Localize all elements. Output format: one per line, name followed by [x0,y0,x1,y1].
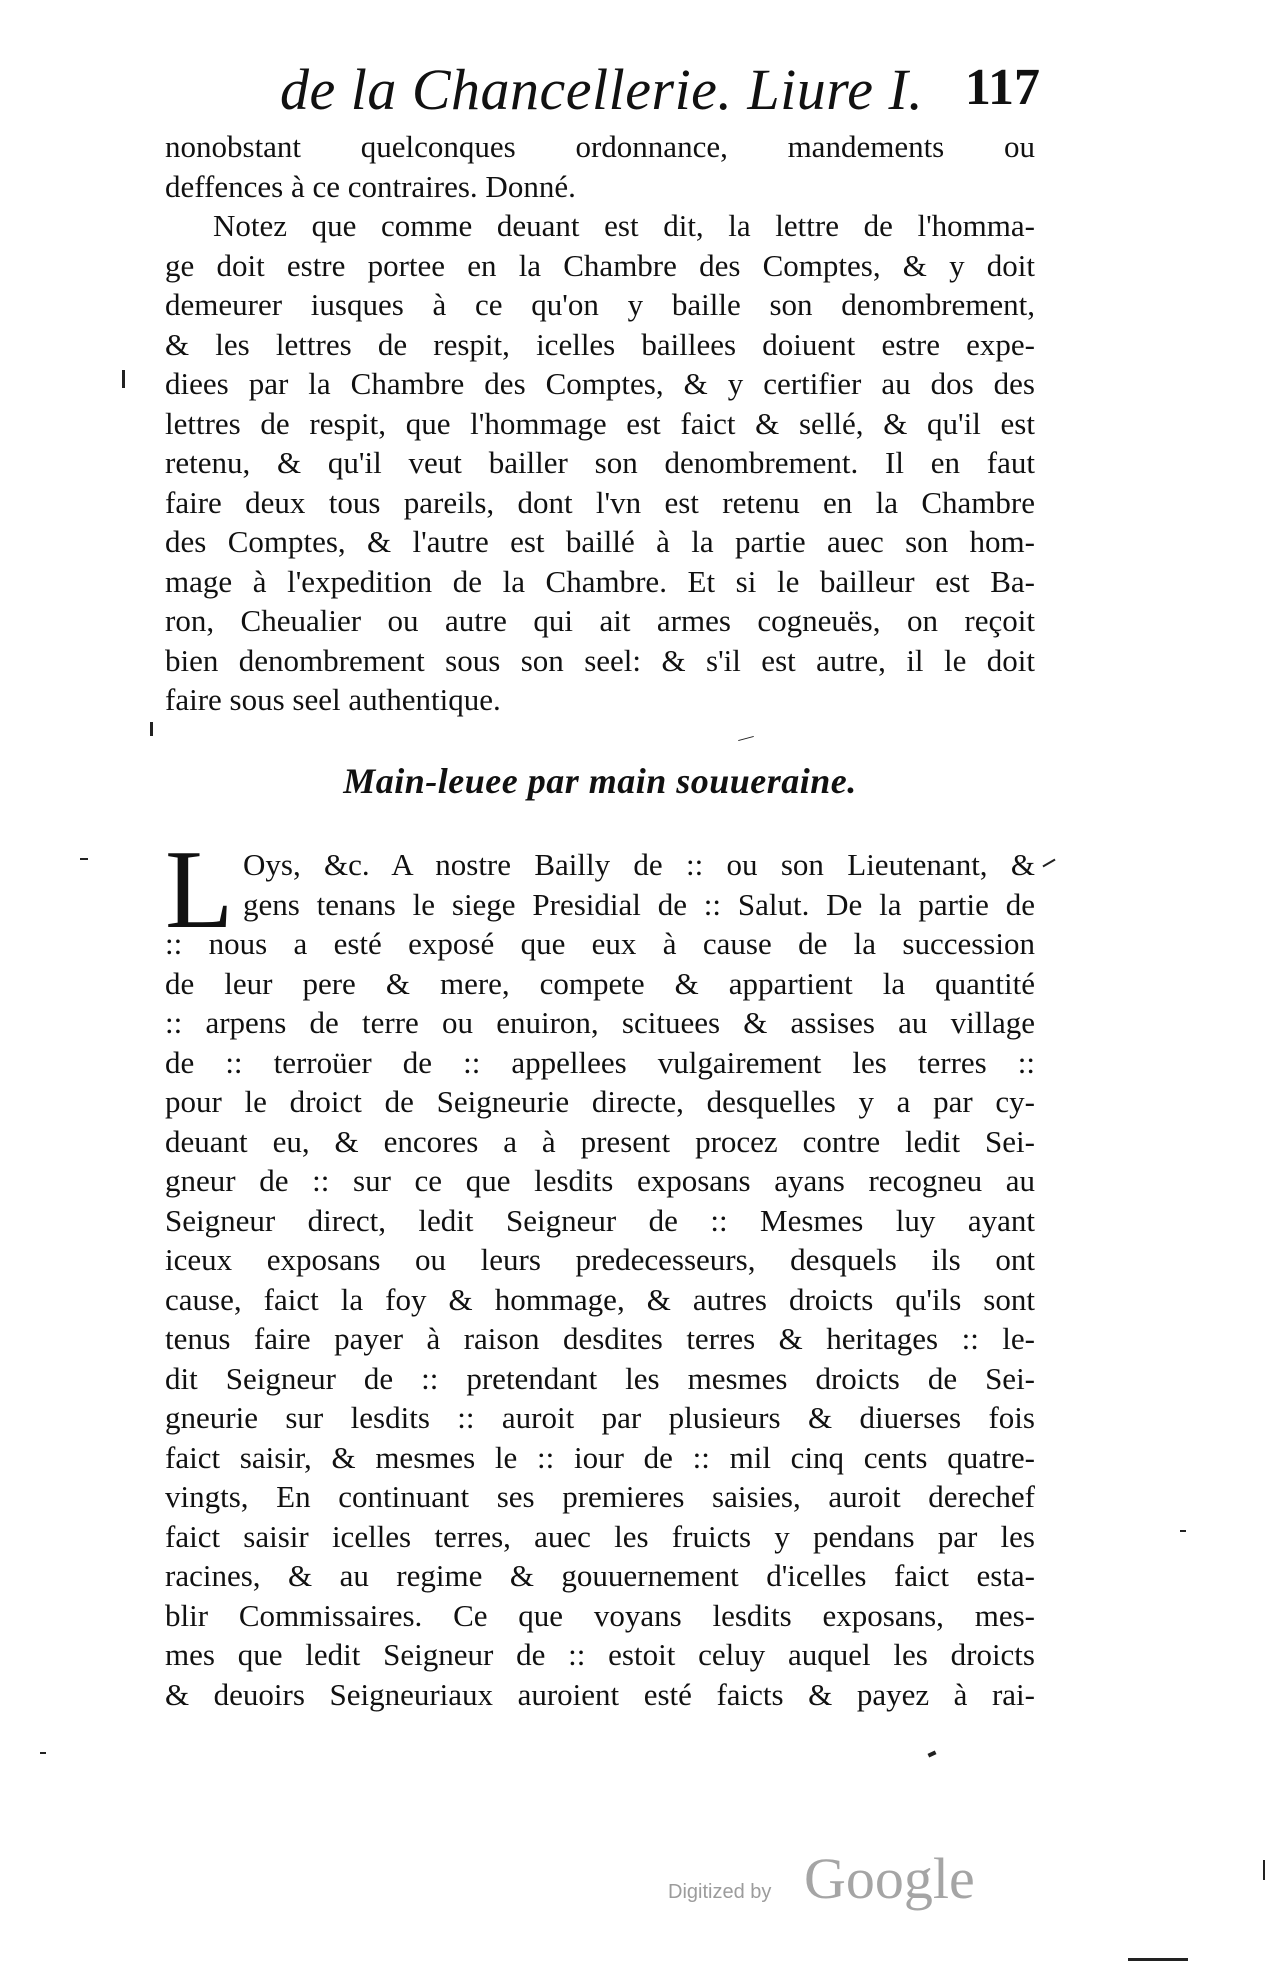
text-line: Notez que comme deuant est dit, la lettre de l'homma- [213,208,1035,243]
text-line: faict saisir, & mesmes le :: iour de :: mil cinq cents quatre- [165,1439,1035,1475]
text-line: Oys, &c. A nostre Bailly de :: ou son Lieutenant, & [243,847,1035,882]
text-line: retenu, & qu'il veut bailler son denombrement. Il en faut [165,445,1035,480]
scan-speck [1263,1860,1265,1880]
scan-speck [928,1750,937,1757]
scan-speck [1180,1530,1186,1532]
scan-speck [122,370,125,388]
scan-speck [1042,859,1055,868]
scan-speck [80,858,88,860]
watermark-brand: Google [804,1846,975,1911]
text-line: demeurer iusques à ce qu'on y baille son denombrement, [165,287,1035,322]
text-line: racines, & au regime & gouuernement d'icelles faict esta- [165,1558,1035,1593]
text-line: bien denombrement sous son seel: & s'il est autre, il le doit [165,642,1035,678]
scan-speck [738,736,754,741]
digitized-watermark [668,1845,1008,1915]
text-line: & deuoirs Seigneuriaux auroient esté faicts & payez à rai- [165,1676,1035,1712]
text-line: pour le droict de Seigneurie directe, desquelles y a par cy- [165,1084,1035,1119]
text-line: nonobstant quelconques ordonnance, mandements ou [165,129,1035,164]
text-line: :: nous a esté exposé que eux à cause de la succession [165,926,1035,961]
text-line: faict saisir icelles terres, auec les fruicts y pendans par les [165,1518,1035,1554]
text-line: :: arpens de terre ou enuiron, scituees & assises au village [165,1005,1035,1040]
text-line: cause, faict la foy & hommage, & autres droicts qu'ils sont [165,1281,1035,1317]
text-line: gens tenans le siege Presidial de :: Salut. De la partie de [243,886,1035,922]
page-number: 117 [964,59,1040,116]
top-paragraph [165,127,1035,720]
scan-speck [150,722,153,736]
text-line: faire sous seel authentique. [165,682,501,717]
text-line: dit Seigneur de :: pretendant les mesmes droicts de Sei- [165,1360,1035,1396]
scan-speck [1128,1958,1188,1961]
text-line: gneurie sur lesdits :: auroit par plusieurs & diuerses fois [165,1400,1035,1435]
page-header [280,48,1040,128]
text-line: des Comptes, & l'autre est baillé à la partie auec son hom- [165,524,1035,559]
scan-speck [40,1752,46,1754]
text-line: de leur pere & mere, compete & appartient la quantité [165,965,1035,1001]
drop-cap-letter: L [165,828,234,952]
text-line: ron, Cheualier ou autre qui ait armes cogneuës, on reçoit [165,603,1035,638]
text-line: deffences à ce contraires. Donné. [165,168,576,204]
text-line: deuant eu, & encores a à present procez contre ledit Sei- [165,1123,1035,1159]
text-line: faire deux tous pareils, dont l'vn est retenu en la Chambre [165,484,1035,520]
text-line: lettres de respit, que l'hommage est faict & sellé, & qu'il est [165,405,1035,441]
text-line: mes que ledit Seigneur de :: estoit celuy auquel les droicts [165,1637,1035,1672]
text-line: diees par la Chambre des Comptes, & y certifier au dos des [165,366,1035,401]
text-line: ge doit estre portee en la Chambre des Comptes, & y doit [165,247,1035,283]
text-line: tenus faire payer à raison desdites terres & heritages :: le- [165,1321,1035,1356]
text-line: gneur de :: sur ce que lesdits exposans ayans recogneu au [165,1163,1035,1198]
section-heading: Main-leuee par main souueraine. [343,761,857,801]
text-line: de :: terroüer de :: appellees vulgairement les terres :: [165,1044,1035,1080]
text-line: iceux exposans ou leurs predecesseurs, desquels ils ont [165,1242,1035,1277]
text-line: mage à l'expedition de la Chambre. Et si le bailleur est Ba- [165,563,1035,599]
watermark-prefix: Digitized by [668,1881,772,1903]
text-line: vingts, En continuant ses premieres saisies, auroit derechef [165,1479,1035,1514]
text-line: blir Commissaires. Ce que voyans lesdits exposans, mes- [165,1597,1035,1633]
letter-body [165,845,1035,1714]
text-line: Seigneur direct, ledit Seigneur de :: Mesmes luy ayant [165,1202,1035,1238]
text-line: & les lettres de respit, icelles baillees doiuent estre expe- [165,326,1035,362]
running-title: de la Chancellerie. Liure I. [280,57,924,122]
